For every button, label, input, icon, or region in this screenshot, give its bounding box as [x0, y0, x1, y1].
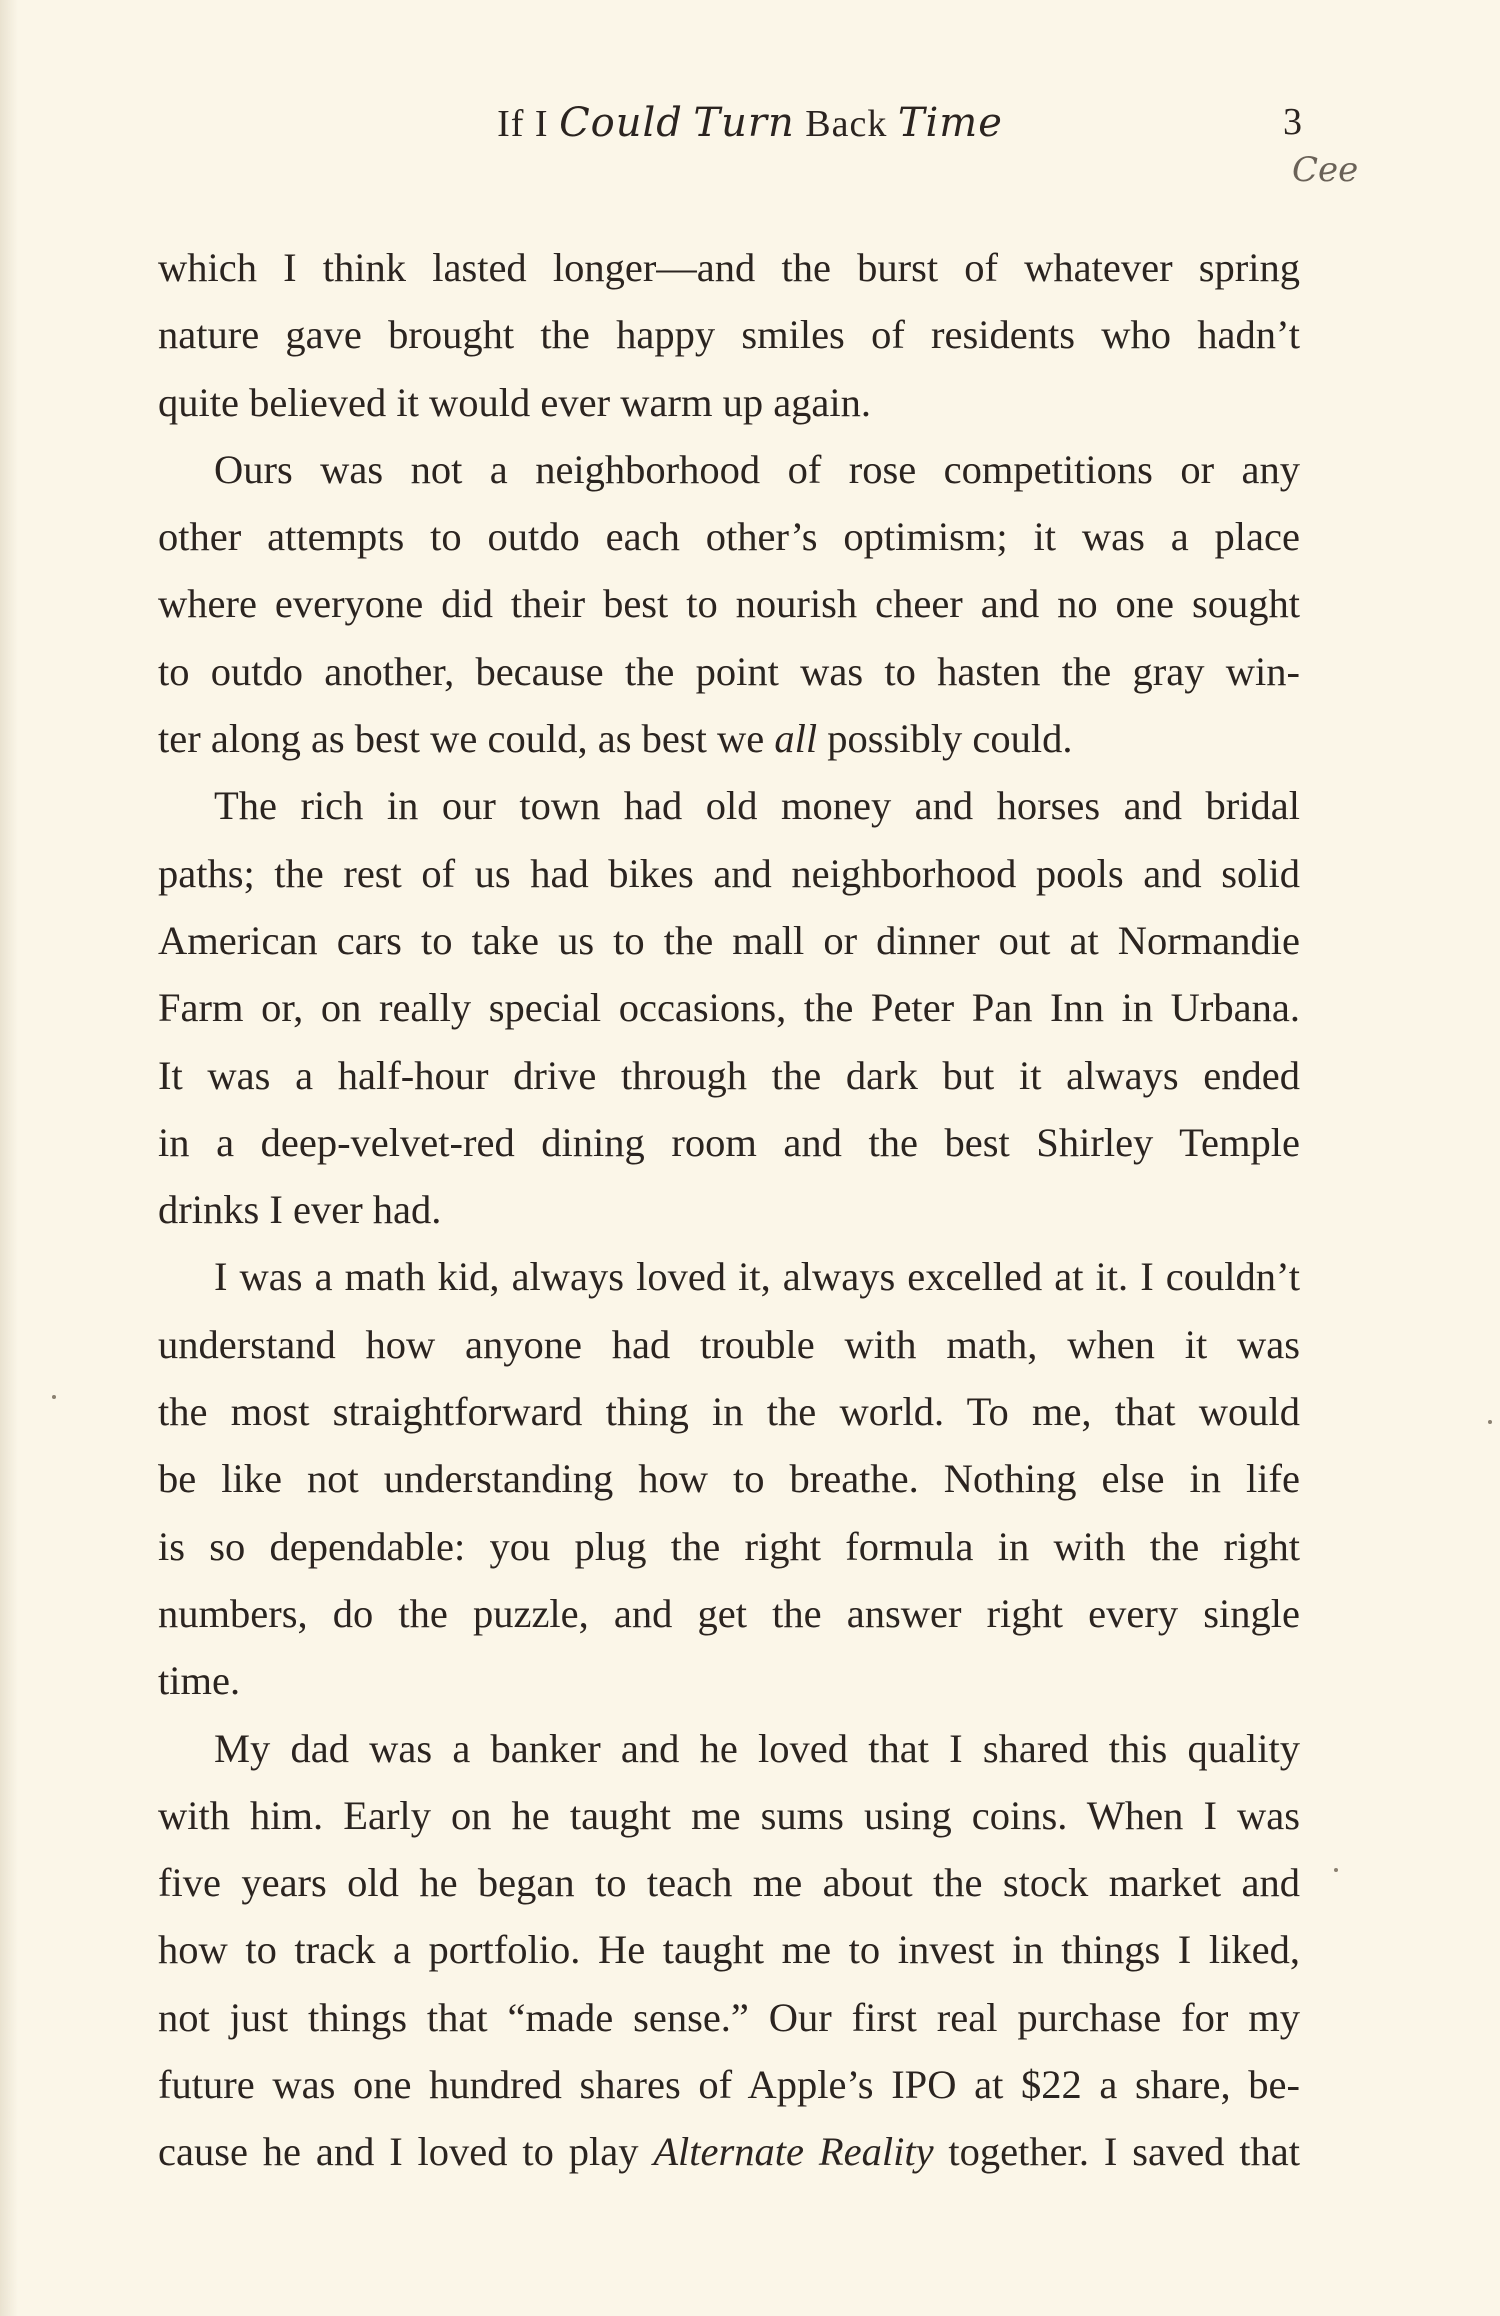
- emphasized-text: Alternate Reality: [653, 2129, 934, 2175]
- text-line: It was a half-hour drive through the dark but it always ended: [158, 1052, 1300, 1098]
- text-line: [158, 2118, 1300, 2185]
- text-line: future was one hundred shares of Apple’s IPO at $22 a share, be-: [158, 2062, 1300, 2108]
- text-line: nature gave brought the happy smiles of residents who hadn’t: [158, 312, 1300, 358]
- text-line: not just things that “made sense.” Our first real purchase for my: [158, 1994, 1300, 2040]
- running-head-text-1: If I: [497, 103, 549, 145]
- text-segment: together. I saved that: [933, 2129, 1301, 2175]
- text-segment: possibly could.: [817, 716, 1073, 762]
- text-line: American cars to take us to the mall or dinner out at Normandie: [158, 917, 1300, 963]
- text-line: quite believed it would ever warm up again.: [158, 379, 872, 425]
- body-text: [158, 234, 1300, 2186]
- text-line: numbers, do the puzzle, and get the answer right every single: [158, 1590, 1300, 1636]
- text-line: The rich in our town had old money and horses and bridal: [214, 783, 1300, 829]
- text-line: My dad was a banker and he loved that I shared this quality: [214, 1725, 1300, 1771]
- binding-shadow: [0, 0, 18, 2316]
- text-line: is so dependable: you plug the right formula in with the right: [158, 1523, 1300, 1569]
- text-line: Ours was not a neighborhood of rose competitions or any: [214, 446, 1300, 492]
- text-line: I was a math kid, always loved it, always excelled at it. I couldn’t: [214, 1254, 1300, 1300]
- running-head-text-back: Back: [805, 103, 888, 145]
- text-segment: ter along as best we could, as best we: [158, 716, 775, 762]
- text-line: other attempts to outdo each other’s optimism; it was a place: [158, 514, 1300, 560]
- page-number: 3: [1283, 101, 1302, 143]
- text-line: which I think lasted longer—and the burst of whatever spring: [158, 245, 1300, 290]
- text-segment: cause he and I loved to play: [158, 2129, 654, 2175]
- running-head-script-could: Could: [559, 100, 683, 146]
- text-line: drinks I ever had.: [158, 1187, 442, 1233]
- running-head: [0, 100, 1500, 146]
- emphasized-text: all: [774, 716, 818, 762]
- text-line: in a deep-velvet-red dining room and the best Shirley Temple: [158, 1119, 1300, 1165]
- text-line: understand how anyone had trouble with math, when it was: [158, 1321, 1300, 1367]
- text-line: to outdo another, because the point was to hasten the gray win-: [158, 648, 1300, 694]
- pencil-annotation: Cee: [1292, 150, 1359, 190]
- text-line: Farm or, on really special occasions, the Peter Pan Inn in Urbana.: [158, 985, 1300, 1031]
- text-line: time.: [158, 1658, 241, 1704]
- text-line: paths; the rest of us had bikes and neighborhood pools and solid: [158, 850, 1300, 896]
- text-line: be like not understanding how to breathe. Nothing else in life: [158, 1456, 1300, 1502]
- paper-speck: [1488, 1420, 1492, 1424]
- running-head-script-time: Time: [897, 100, 1003, 146]
- text-line: with him. Early on he taught me sums using coins. When I was: [158, 1792, 1300, 1838]
- paper-speck: [52, 1395, 56, 1399]
- text-line: where everyone did their best to nourish cheer and no one sought: [158, 581, 1300, 627]
- text-line: the most straightforward thing in the world. To me, that would: [158, 1389, 1300, 1435]
- text-line: five years old he began to teach me about the stock market and: [158, 1860, 1300, 1906]
- text-line: [158, 705, 1300, 772]
- paper-speck: [1334, 1868, 1338, 1872]
- running-head-script-turn: Turn: [693, 100, 795, 146]
- text-line: how to track a portfolio. He taught me to invest in things I liked,: [158, 1927, 1300, 1973]
